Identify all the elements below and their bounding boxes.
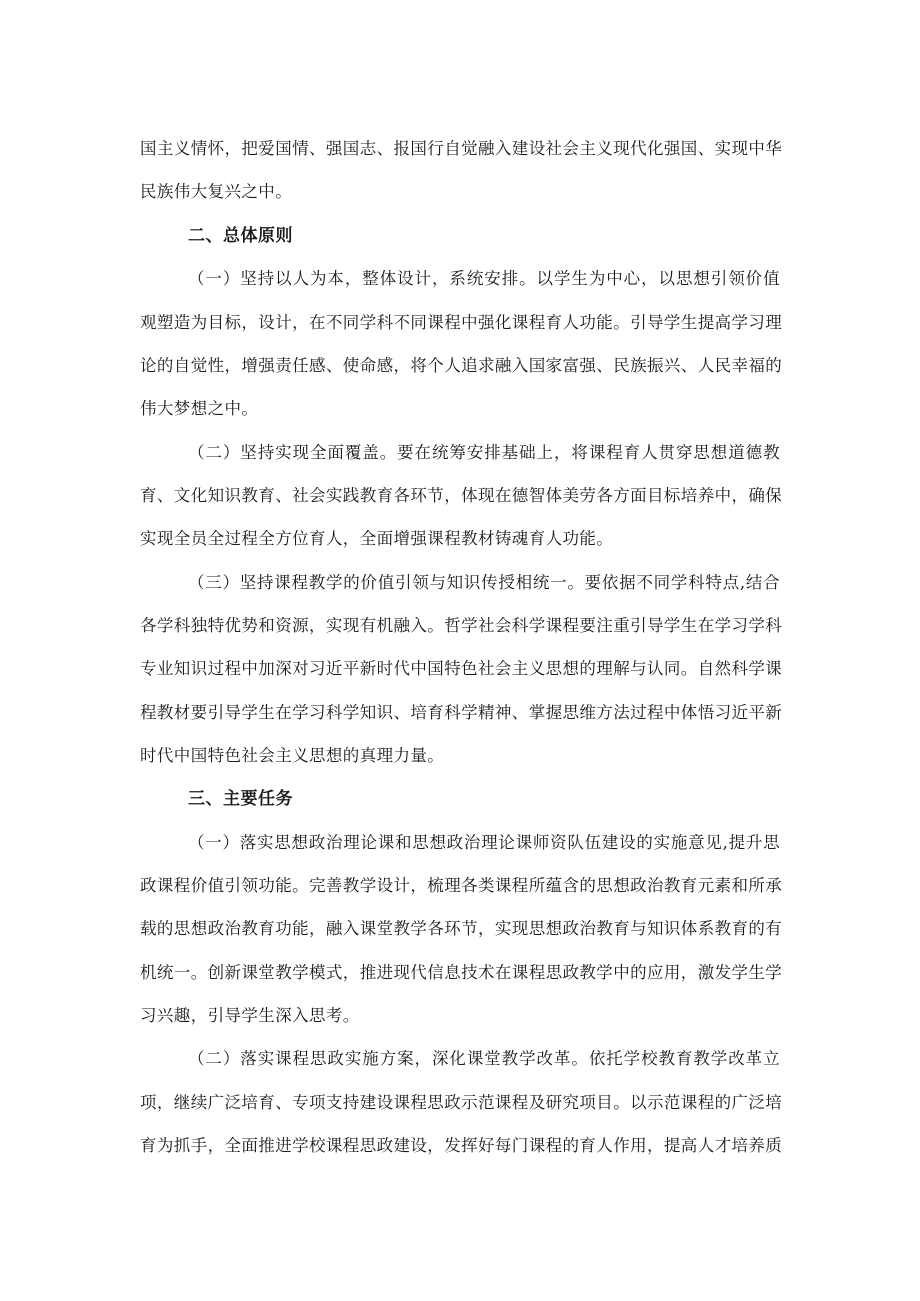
paragraph-line: 民族伟大复兴之中。 bbox=[140, 182, 293, 201]
paragraph-line: （二）落实课程思政实施方案，深化课堂教学改革。依托学校教育教学改革立 bbox=[188, 1049, 780, 1068]
paragraph-line: 载的思想政治教育功能，融入课堂教学各环节，实现思想政治教育与知识体系教育的有 bbox=[140, 919, 783, 938]
paragraph-line: （一）落实思想政治理论课和思想政治理论课师资队伍建设的实施意见,提升思 bbox=[188, 833, 780, 852]
paragraph-line: 各学科独特优势和资源，实现有机融入。哲学社会科学课程要注重引导学生在学习学科 bbox=[140, 616, 783, 635]
section-heading: 二、总体原则 bbox=[188, 226, 293, 246]
paragraph-line: 时代中国特色社会主义思想的真理力量。 bbox=[140, 746, 445, 765]
paragraph-line: （三）坚持课程教学的价值引领与知识传授相统一。要依据不同学科特点,结合 bbox=[188, 573, 780, 592]
paragraph-line: 政课程价值引领功能。完善教学设计，梳理各类课程所蕴含的思想政治教育元素和所承 bbox=[140, 876, 783, 895]
paragraph-line: 习兴趣，引导学生深入思考。 bbox=[140, 1006, 360, 1025]
paragraph-line: 项，继续广泛培育、专项支持建设课程思政示范课程及研究项目。以示范课程的广泛培 bbox=[140, 1093, 783, 1112]
paragraph-line: （二）坚持实现全面覆盖。要在统筹安排基础上，将课程育人贯穿思想道德教 bbox=[188, 443, 780, 462]
paragraph-line: 实现全员全过程全方位育人，全面增强课程教材铸魂育人功能。 bbox=[140, 529, 614, 548]
paragraph-line: 伟大梦想之中。 bbox=[140, 399, 259, 418]
paragraph-line: 观塑造为目标，设计，在不同学科不同课程中强化课程育人功能。引导学生提高学习理 bbox=[140, 313, 783, 332]
paragraph-line: 育为抓手，全面推进学校课程思政建设，发挥好每门课程的育人作用，提高人才培养质 bbox=[140, 1136, 783, 1155]
paragraph-line: 国主义情怀，把爱国情、强国志、报国行自觉融入建设社会主义现代化强国、实现中华 bbox=[140, 139, 783, 158]
paragraph-line: 机统一。创新课堂教学模式，推进现代信息技术在课程思政教学中的应用，激发学生学 bbox=[140, 963, 783, 982]
paragraph-line: 专业知识过程中加深对习近平新时代中国特色社会主义思想的理解与认同。自然科学课 bbox=[140, 659, 783, 678]
section-heading: 三、主要任务 bbox=[188, 789, 293, 809]
paragraph-line: 育、文化知识教育、社会实践教育各环节，体现在德智体美劳各方面目标培养中，确保 bbox=[140, 486, 783, 505]
paragraph-line: （一）坚持以人为本，整体设计，系统安排。以学生为中心，以思想引领价值 bbox=[188, 269, 780, 288]
paragraph-line: 论的自觉性，增强责任感、使命感，将个人追求融入国家富强、民族振兴、人民幸福的 bbox=[140, 356, 783, 375]
paragraph-line: 程教材要引导学生在学习科学知识、培育科学精神、掌握思维方法过程中体悟习近平新 bbox=[140, 703, 783, 722]
